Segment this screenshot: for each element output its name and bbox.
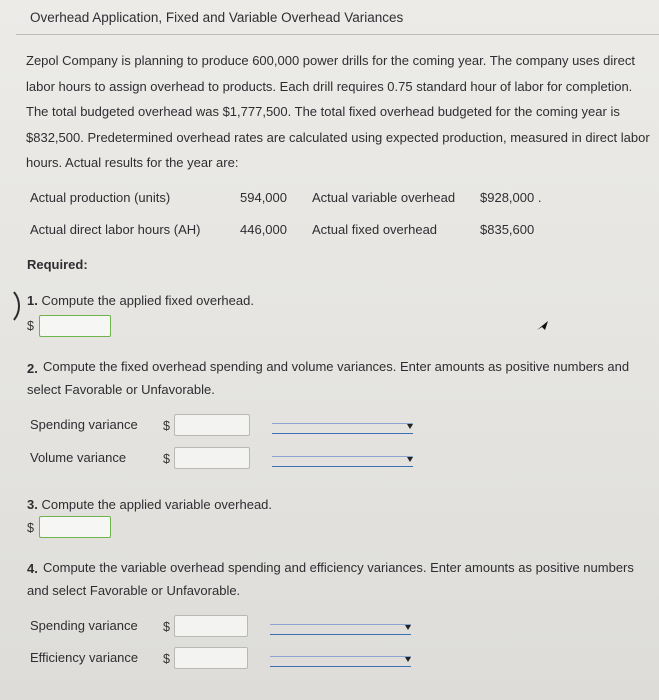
problem-paragraph: Zepol Company is planning to produce 600,000 power drills for the coming year. The company uses direct labor hours to assign overhead to products. Each drill requires 0.75 standard hour of labor for completion. The total budgeted overhead was $1,777,500. The total fixed overhead budgeted for the coming year is $832,500. Predetermined overhead rates are calculated using expected production, measured in direct labor hours. Actual results for the year are: (26, 53, 650, 170)
page-title: Overhead Application, Fixed and Variable Overhead Variances (30, 10, 404, 25)
q2-volume-variance-label: Volume variance (30, 450, 127, 465)
q4-efficiency-variance-input[interactable] (174, 647, 248, 669)
actual-labor-hours-value: 446,000 (240, 222, 287, 237)
select-line (270, 656, 411, 657)
select-line (270, 624, 411, 625)
chevron-down-icon (405, 625, 411, 630)
q2-spending-currency: $ (163, 419, 170, 433)
q2-spending-variance-label: Spending variance (30, 417, 138, 432)
select-line (272, 456, 413, 457)
q4-spending-variance-label: Spending variance (30, 618, 138, 633)
chevron-down-icon (407, 424, 413, 429)
q4-number: 4. (27, 561, 38, 576)
q2-spending-variance-select[interactable] (272, 419, 413, 434)
actual-production-label: Actual production (units) (30, 190, 171, 205)
q2-text: Compute the fixed overhead spending and volume variances. Enter amounts as positive numbers and select Favorable or Unfavorable. (27, 359, 630, 397)
q1-applied-fixed-overhead-input[interactable] (39, 315, 111, 337)
q2-volume-currency: $ (163, 452, 170, 466)
q2-volume-variance-select[interactable] (272, 452, 413, 467)
select-line (272, 423, 413, 424)
q3-applied-variable-overhead-input[interactable] (39, 516, 111, 538)
title-divider (16, 34, 659, 35)
q2-number: 2. (27, 361, 38, 376)
chevron-down-icon (407, 457, 413, 462)
q1-prompt (27, 293, 254, 308)
actual-variable-overhead-label: Actual variable overhead (312, 190, 456, 205)
q2-spending-variance-input[interactable] (174, 414, 250, 436)
q4-spending-variance-input[interactable] (174, 615, 248, 637)
q4-efficiency-variance-select[interactable] (270, 652, 411, 667)
q3-number: 3. (27, 497, 38, 512)
q1-currency-symbol: $ (27, 319, 34, 333)
actual-variable-overhead-value: $928,000 . (480, 190, 542, 205)
q4-text: Compute the variable overhead spending and efficiency variances. Enter amounts as positive numbers and select Favorable or Unfavorable. (27, 560, 634, 598)
actual-labor-hours-label: Actual direct labor hours (AH) (30, 222, 201, 237)
q4-spending-variance-select[interactable] (270, 620, 411, 635)
q1-text: Compute the applied fixed overhead. (41, 293, 254, 308)
q1-number: 1. (27, 293, 38, 308)
q2-volume-variance-input[interactable] (174, 447, 250, 469)
q3-currency-symbol: $ (27, 521, 34, 535)
focus-indicator-icon (0, 286, 20, 326)
q3-text: Compute the applied variable overhead. (41, 497, 273, 512)
mouse-cursor-icon (536, 318, 550, 332)
chevron-down-icon (405, 657, 411, 662)
q4-efficiency-variance-label: Efficiency variance (30, 650, 139, 665)
q4-efficiency-currency: $ (163, 652, 170, 666)
q4-spending-currency: $ (163, 620, 170, 634)
required-heading: Required: (27, 257, 88, 272)
q3-prompt (27, 497, 272, 512)
actual-fixed-overhead-value: $835,600 (480, 222, 535, 237)
actual-fixed-overhead-label: Actual fixed overhead (312, 222, 438, 237)
actual-production-value: 594,000 (240, 190, 287, 205)
